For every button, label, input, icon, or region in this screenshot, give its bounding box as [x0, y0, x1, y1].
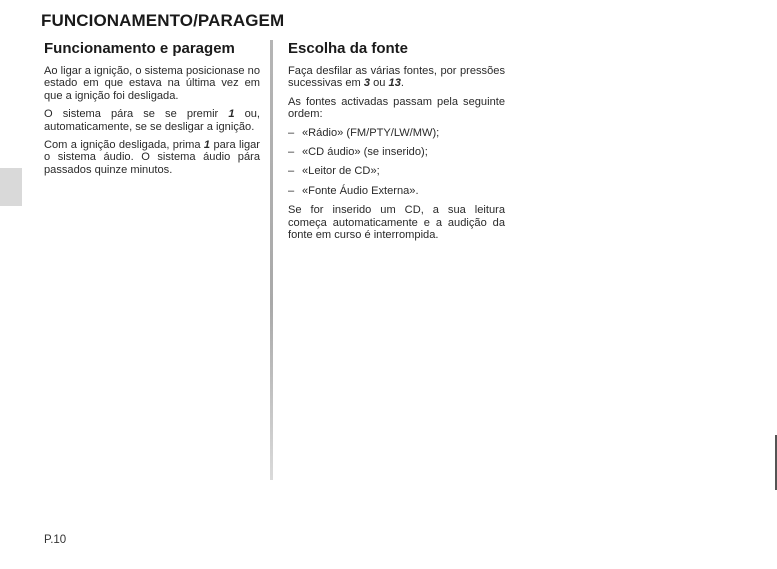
section-heading-operation: Funcionamento e paragem — [44, 40, 235, 57]
key-reference: 3 — [363, 77, 371, 90]
paragraph-scroll-sources — [288, 65, 505, 90]
paragraph-stop — [44, 108, 260, 133]
list-item — [288, 185, 505, 197]
paragraph-cd-inserted: Se for inserido um CD, a sua leitura começa automaticamente e a audição da fonte em curso é interrompida. — [288, 204, 505, 242]
source-label: «Leitor de CD»; — [302, 165, 380, 178]
dash-bullet: – — [288, 126, 295, 139]
right-column — [288, 40, 505, 247]
page-title: FUNCIONAMENTO/PARAGEM — [41, 11, 285, 30]
source-label: «CD áudio» (se inserido); — [302, 146, 428, 159]
key-reference: 13 — [388, 77, 401, 90]
text: ou, automaticamente, se se desligar a ignição. — [44, 108, 260, 133]
paragraph-ignition: Ao ligar a ignição, o sistema posicionase no estado em que estava na última vez em que a ignição foi desligada. — [44, 65, 260, 102]
section-heading-source: Escolha da fonte — [288, 40, 409, 57]
text: ou — [370, 77, 389, 90]
left-column — [44, 40, 260, 182]
text: Com a ignição desligada, prima — [44, 139, 204, 152]
side-tab-marker — [0, 168, 22, 206]
dash-bullet: – — [288, 165, 295, 178]
paragraph-source-order: As fontes activadas passam pela seguinte ordem: — [288, 95, 505, 121]
text: Faça desfilar as várias fontes, por pressões sucessivas em — [288, 65, 505, 90]
key-reference: 1 — [228, 108, 235, 121]
source-label: «Rádio» (FM/PTY/LW/MW); — [302, 126, 440, 139]
source-label: «Fonte Áudio Externa». — [302, 184, 419, 197]
paragraph-ignition-off — [44, 139, 260, 176]
text: para ligar o sistema áudio. O sistema áudio pára passados quinze minutos. — [44, 139, 260, 176]
page-number: P.10 — [44, 534, 67, 546]
key-reference: 1 — [203, 139, 211, 152]
column-divider — [270, 40, 273, 480]
source-list — [288, 127, 505, 198]
list-item — [288, 165, 505, 177]
dash-bullet: – — [288, 146, 295, 159]
text: . — [400, 77, 404, 90]
dash-bullet: – — [288, 184, 295, 197]
list-item — [288, 127, 505, 139]
list-item — [288, 146, 505, 158]
text: O sistema pára se se premir — [44, 108, 229, 121]
